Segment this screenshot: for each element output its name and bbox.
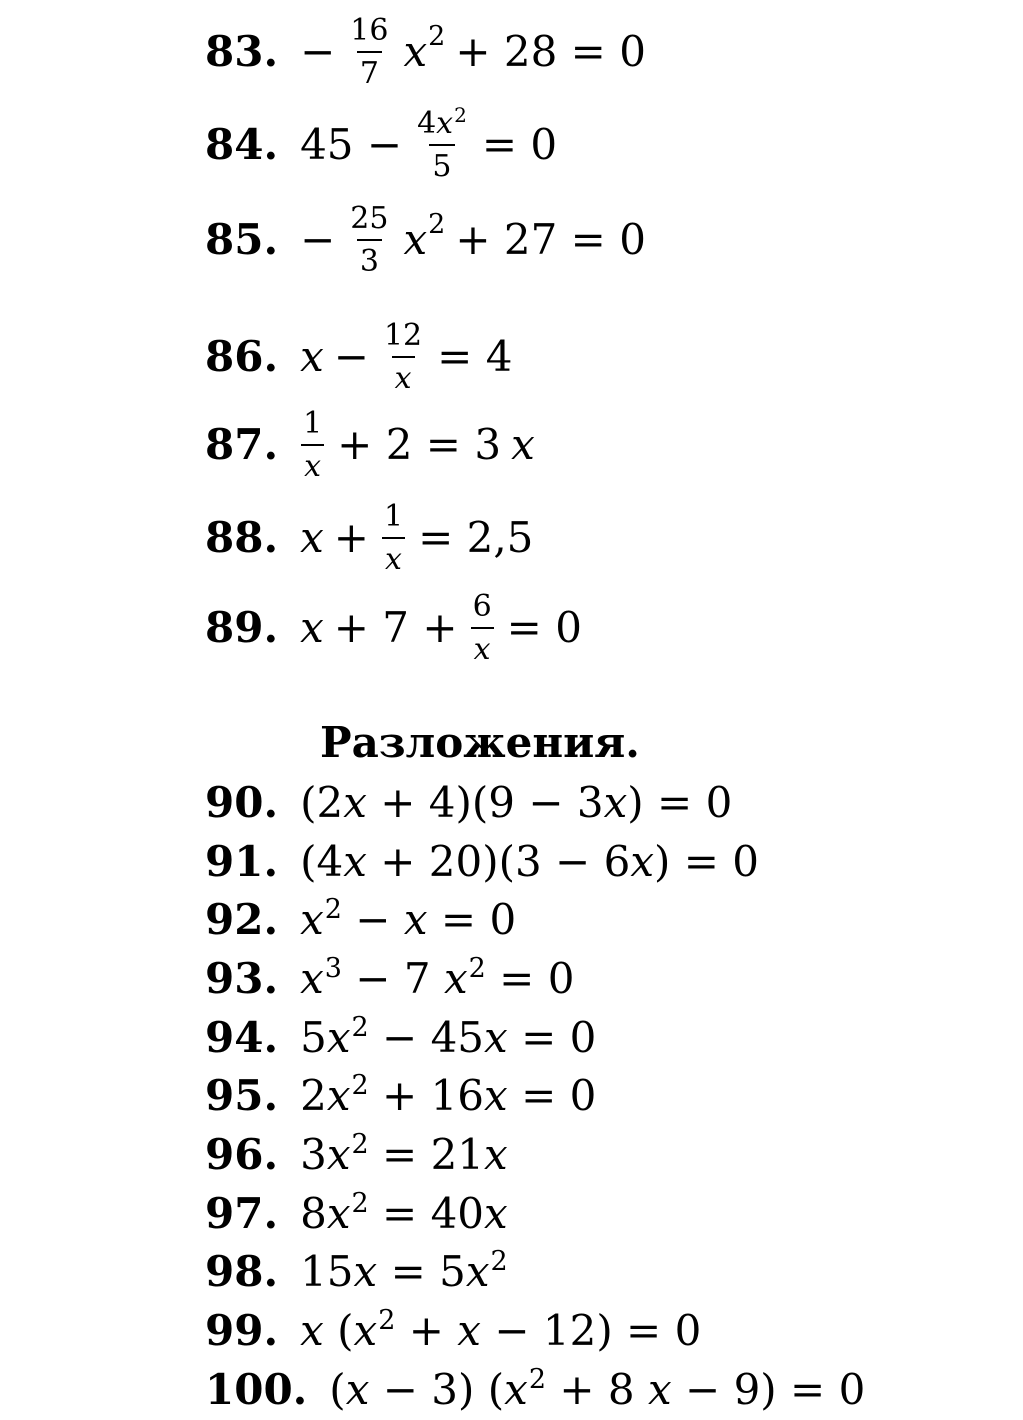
problem-89 [205, 589, 582, 667]
denominator: x [382, 537, 405, 576]
exponent: 2 [428, 208, 446, 240]
problem-99 [205, 1301, 701, 1361]
expression: $x^3 - 7$ $x^2 = 0$ [300, 953, 575, 1003]
problem-number: 91. [205, 837, 279, 886]
problem-number: 87. [205, 420, 279, 469]
problem-95 [205, 1066, 596, 1126]
fraction [414, 103, 470, 184]
denominator: 7 [357, 51, 382, 90]
problem-88 [205, 499, 534, 577]
variable: x [300, 513, 324, 562]
numerator: 1 [383, 499, 404, 534]
problem-number: 89. [205, 603, 279, 652]
problem-98 [205, 1242, 508, 1302]
minus-sign: − [300, 215, 336, 264]
problem-91 [205, 832, 759, 892]
variable: x [511, 420, 535, 469]
problem-number: 100. [205, 1365, 308, 1414]
equation-rest: = 2,5 [418, 513, 534, 562]
numerator: $4x^2$ [417, 103, 467, 141]
numerator: 6 [472, 589, 492, 624]
problem-number: 98. [205, 1247, 279, 1296]
numerator: 1 [303, 406, 323, 441]
problem-number: 83. [205, 27, 279, 76]
expression: $15x = 5x^2$ [300, 1246, 508, 1296]
problem-number: 84. [205, 120, 279, 169]
problem-number: 90. [205, 778, 279, 827]
equation-rest: = 0 [506, 603, 582, 652]
equation-rest: = 0 [481, 120, 558, 169]
equation-rest: = 4 [437, 332, 513, 381]
minus-sign: − [300, 27, 336, 76]
denominator: x [392, 356, 415, 395]
problem-100 [205, 1360, 865, 1420]
problem-number: 88. [205, 513, 279, 562]
fraction [300, 408, 325, 482]
problem-number: 95. [205, 1071, 279, 1120]
problem-number: 92. [205, 895, 279, 944]
variable: x [300, 603, 324, 652]
equation-rest: + 27 = 0 [455, 215, 646, 264]
equation-lead: 45 − [300, 120, 403, 169]
section-heading: Разложения. [320, 718, 640, 767]
operator: − [333, 332, 369, 381]
expression: $3x^2 = 21x$ [300, 1129, 508, 1179]
fraction [381, 320, 425, 394]
denominator: x [301, 444, 324, 483]
problem-86 [205, 318, 513, 396]
expression: (x − 3) ($x^2 + 8$ x − 9) = 0 [329, 1364, 866, 1414]
fraction [470, 591, 495, 665]
problem-85 [205, 201, 646, 279]
problem-94 [205, 1008, 596, 1068]
problem-83 [205, 13, 646, 91]
problem-96 [205, 1125, 508, 1185]
expression: $8x^2 = 40x$ [300, 1188, 508, 1238]
problem-number: 97. [205, 1189, 279, 1238]
variable: x [403, 215, 428, 264]
equation-middle: + 2 = 3 [337, 420, 502, 469]
problem-number: 86. [205, 332, 279, 381]
expression: x $(x^2 + x - 12) = 0$ [300, 1305, 702, 1355]
problem-87 [205, 406, 535, 484]
expression: (4x + 20)(3 − 6x) = 0 [300, 837, 760, 886]
expression: $x^2 - x = 0$ [300, 894, 517, 944]
problem-97 [205, 1184, 508, 1244]
problem-number: 85. [205, 215, 279, 264]
problem-90 [205, 773, 732, 833]
numerator: 16 [350, 13, 389, 48]
problem-84 [205, 103, 558, 184]
equation-rest: + 28 = 0 [455, 27, 646, 76]
problem-92 [205, 890, 516, 950]
problem-93 [205, 949, 574, 1009]
expression: $5x^2 - 45x = 0$ [300, 1012, 597, 1062]
problem-number: 96. [205, 1130, 279, 1179]
expression: (2x + 4)(9 − 3x) = 0 [300, 778, 733, 827]
numerator: 12 [383, 318, 423, 353]
denominator: 3 [357, 239, 382, 278]
expression: $2x^2 + 16x = 0$ [300, 1070, 597, 1120]
variable: x [300, 332, 324, 381]
fraction [347, 15, 391, 89]
problem-number: 99. [205, 1306, 279, 1355]
numerator: 25 [350, 201, 389, 236]
denominator: 5 [429, 144, 454, 183]
exponent: 2 [428, 20, 446, 52]
fraction [347, 203, 391, 277]
problem-number: 94. [205, 1013, 279, 1062]
denominator: x [471, 627, 494, 666]
problem-number: 93. [205, 954, 279, 1003]
variable: x [403, 27, 428, 76]
operator: + [333, 513, 369, 562]
operator: + 7 + [333, 603, 458, 652]
fraction [381, 501, 406, 575]
